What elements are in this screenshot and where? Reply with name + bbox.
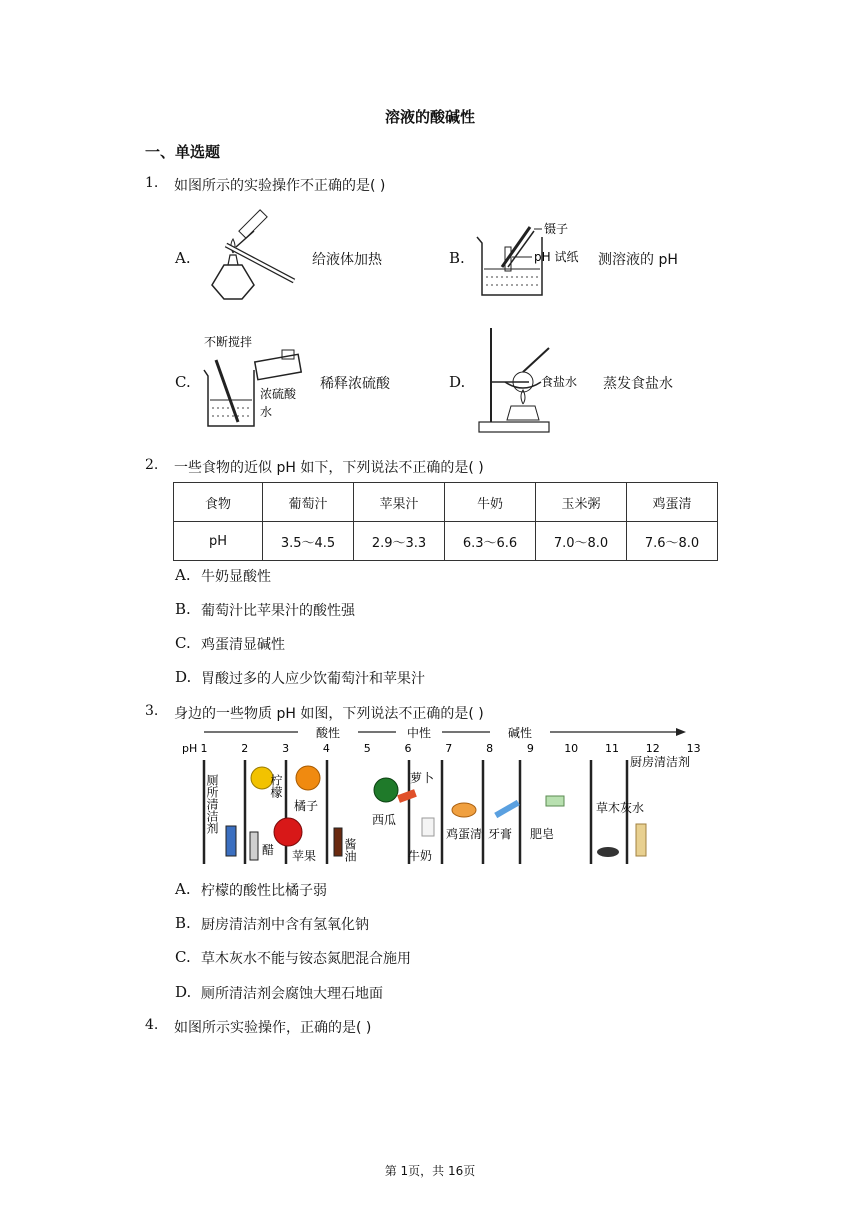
ph-tick-label: 7 xyxy=(445,742,453,755)
page-title: 溶液的酸碱性 xyxy=(384,108,475,126)
page-footer: 第 1页，共 16页 xyxy=(384,1164,476,1178)
ph-paper-label: pH 试纸 xyxy=(534,250,579,264)
q3-option-c-letter: C. xyxy=(175,948,191,966)
q2-option-b-letter: B. xyxy=(175,600,191,618)
ph-tick-label: 11 xyxy=(605,742,619,755)
q3-option-b-text: 厨房清洁剂中含有氢氧化钠 xyxy=(201,917,369,933)
ph-tick-label: 1 xyxy=(200,742,208,755)
q1-option-c-text: 稀释浓硫酸 xyxy=(320,376,390,392)
ph-tick-label: 4 xyxy=(322,742,330,755)
orange-label: 橘子 xyxy=(294,799,319,813)
lemon-label: 柠檬 xyxy=(269,774,283,798)
ph-table xyxy=(173,482,718,561)
q1-option-b-letter: B. xyxy=(449,249,465,267)
egg-white-label: 鸡蛋清 xyxy=(446,827,483,841)
table-cell: 6.3～6.6 xyxy=(445,522,536,561)
toothpaste-label: 牙膏 xyxy=(488,827,513,841)
table-cell: 鸡蛋清 xyxy=(627,483,718,522)
q2-option-c-text: 鸡蛋清显碱性 xyxy=(201,637,285,653)
conc-acid-label: 浓硫酸 xyxy=(260,387,297,401)
kitchen-cleaner-label: 厨房清洁剂 xyxy=(630,755,691,769)
water-label: 水 xyxy=(260,405,273,419)
table-cell: 3.5～4.5 xyxy=(263,522,354,561)
table-cell: pH xyxy=(174,522,263,561)
neutral-zone-label: 中性 xyxy=(406,726,432,740)
table-cell: 葡萄汁 xyxy=(263,483,354,522)
evaporation-figure xyxy=(477,322,593,436)
q1-option-a-text: 给液体加热 xyxy=(312,252,382,268)
tweezers-label: 镊子 xyxy=(544,222,569,236)
watermelon-label: 西瓜 xyxy=(372,813,397,827)
q1-option-b-text: 测溶液的 pH xyxy=(598,252,678,268)
q1-option-a-letter: A. xyxy=(175,249,191,267)
soy-sauce-label: 酱油 xyxy=(343,838,357,862)
table-row xyxy=(174,522,718,561)
q2-option-a-text: 牛奶显酸性 xyxy=(201,569,271,585)
q3-option-c-text: 草木灰水不能与铵态氮肥混合施用 xyxy=(201,951,411,967)
acid-zone-label: 酸性 xyxy=(315,726,341,740)
stirring-label: 不断搅拌 xyxy=(204,335,253,349)
ph-tick-label: 8 xyxy=(486,742,494,755)
ph-tick-label: 13 xyxy=(686,742,701,755)
q1-number: 1. xyxy=(145,175,159,191)
q3-text: 身边的一些物质 pH 如图，下列说法不正确的是( ) xyxy=(174,706,484,722)
salt-water-label: 食盐水 xyxy=(541,375,578,389)
q4-text: 如图所示实验操作，正确的是( ) xyxy=(174,1020,372,1036)
ph-tick-label: 10 xyxy=(564,742,579,755)
table-cell: 7.6～8.0 xyxy=(627,522,718,561)
q1-option-d-text: 蒸发食盐水 xyxy=(603,376,673,392)
heating-liquid-figure xyxy=(198,207,303,307)
table-cell: 7.0～8.0 xyxy=(536,522,627,561)
q2-option-b-text: 葡萄汁比苹果汁的酸性强 xyxy=(201,603,355,619)
dilute-acid-figure xyxy=(198,330,310,430)
ph-tick-label: 12 xyxy=(645,742,660,755)
q3-option-d-letter: D. xyxy=(175,983,192,1001)
table-cell: 苹果汁 xyxy=(354,483,445,522)
ph-axis-label: pH xyxy=(182,742,198,755)
ph-tick-label: 2 xyxy=(241,742,249,755)
ph-tick-label: 5 xyxy=(363,742,371,755)
ph-tick-label: 3 xyxy=(282,742,290,755)
q2-text: 一些食物的近似 pH 如下，下列说法不正确的是( ) xyxy=(174,460,484,476)
section-heading: 一、单选题 xyxy=(145,143,221,161)
milk-label: 牛奶 xyxy=(408,849,433,863)
q1-option-c-letter: C. xyxy=(175,373,191,391)
q3-option-b-letter: B. xyxy=(175,914,191,932)
q3-number: 3. xyxy=(145,703,159,719)
q2-option-d-text: 胃酸过多的人应少饮葡萄汁和苹果汁 xyxy=(201,671,425,687)
q1-option-d-letter: D. xyxy=(449,373,466,391)
q3-option-a-letter: A. xyxy=(175,880,191,898)
vinegar-label: 醋 xyxy=(262,843,275,857)
base-zone-label: 碱性 xyxy=(507,726,533,740)
ash-water-label: 草木灰水 xyxy=(596,801,645,815)
ph-test-figure xyxy=(472,217,600,301)
q2-option-a-letter: A. xyxy=(175,566,191,584)
radish-label: 萝卜 xyxy=(410,771,435,785)
soap-label: 肥皂 xyxy=(530,827,555,841)
table-cell: 牛奶 xyxy=(445,483,536,522)
table-cell: 食物 xyxy=(174,483,263,522)
q1-text: 如图所示的实验操作不正确的是( ) xyxy=(174,178,386,194)
ph-scale-figure xyxy=(178,726,701,872)
ph-tick-label: 9 xyxy=(526,742,534,755)
q3-option-d-text: 厕所清洁剂会腐蚀大理石地面 xyxy=(201,986,383,1002)
q2-option-d-letter: D. xyxy=(175,668,192,686)
q2-number: 2. xyxy=(145,457,159,473)
table-row xyxy=(174,483,718,522)
table-cell: 玉米粥 xyxy=(536,483,627,522)
toilet-cleaner-label: 厕所清洁剂 xyxy=(205,774,219,834)
table-cell: 2.9～3.3 xyxy=(354,522,445,561)
q4-number: 4. xyxy=(145,1017,159,1033)
ph-tick-label: 6 xyxy=(404,742,412,755)
q2-option-c-letter: C. xyxy=(175,634,191,652)
apple-label: 苹果 xyxy=(292,849,317,863)
q3-option-a-text: 柠檬的酸性比橘子弱 xyxy=(201,883,327,899)
